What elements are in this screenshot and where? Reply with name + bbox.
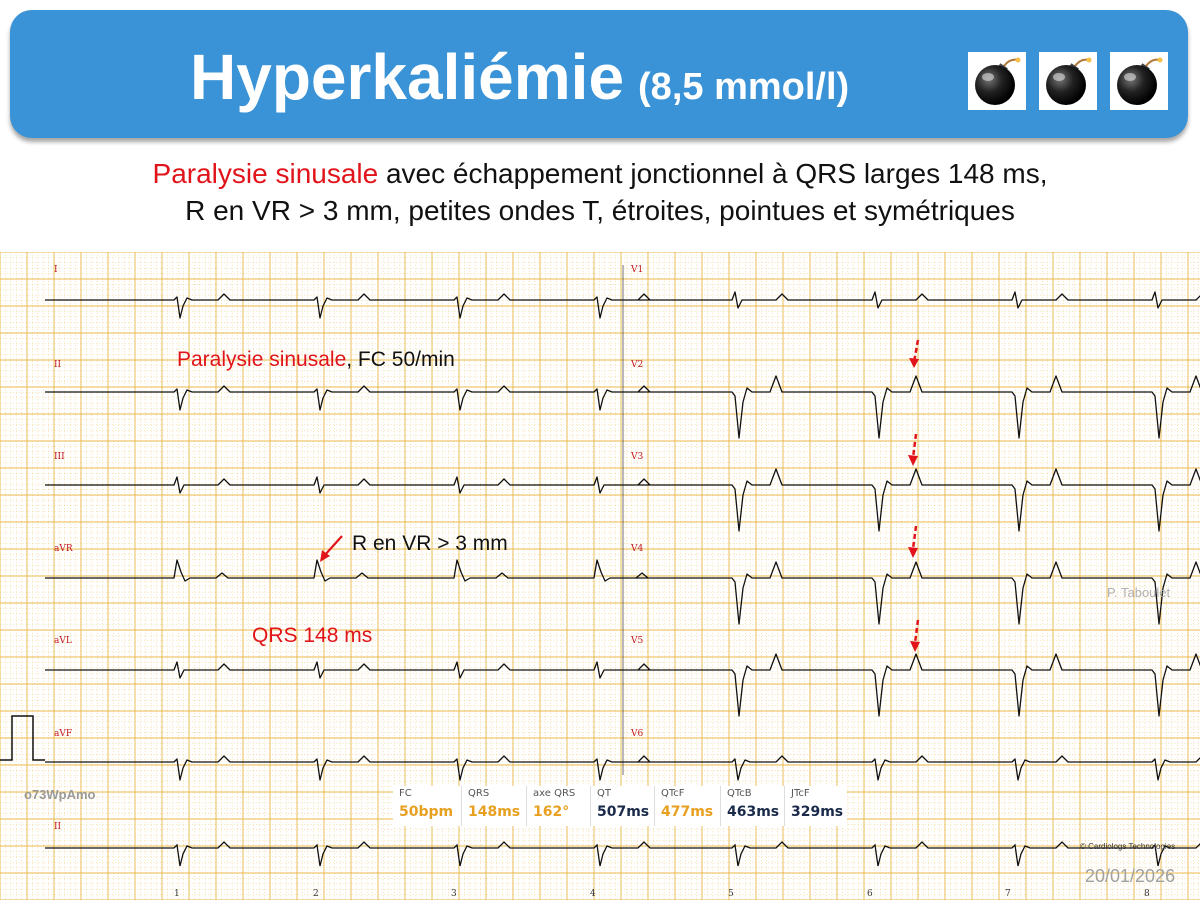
rhythm-lead-label: II [54,822,62,832]
measurement-item [461,786,527,826]
lead-label: II [54,360,62,370]
page-title [190,40,849,114]
measurement-value: 50bpm [399,804,454,820]
measurement-item [654,786,721,826]
annotation-sinus-highlight: Paralysie sinusale [177,348,347,371]
arrow-v4 [913,526,916,549]
time-marker: 8 [1144,889,1150,899]
arrow-v3 [913,434,916,458]
measurement-item [720,786,785,826]
bomb-icon [1039,52,1097,110]
time-marker: 5 [728,889,734,899]
lead-label: aVF [54,729,73,739]
date-stamp: 20/01/2026 [1085,866,1176,886]
ecg-trace-row [45,292,1200,318]
arrow-v2-head [909,358,919,368]
measurement-label: FC [399,788,412,799]
measurement-label: QRS [468,788,490,799]
time-marker: 3 [451,889,457,899]
description-line-2: R en VR > 3 mm, petites ondes T, étroites, pointues et symétriques [185,195,1015,226]
annotation-qrs: QRS 148 ms [252,624,373,647]
bomb-icon [968,52,1026,110]
description-highlight: Paralysie sinusale [152,158,379,189]
lead-label: III [54,452,65,462]
arrow-v3-head [908,455,918,466]
arrow-v4-head [908,547,918,558]
lead-label: aVR [54,544,73,554]
lead-label: V3 [631,452,644,462]
annotation-vr: R en VR > 3 mm [352,532,508,555]
measurement-value: 477ms [661,804,714,820]
time-marker: 7 [1005,889,1011,899]
measurement-value: 463ms [727,804,780,820]
description-line-1 [0,158,1200,190]
lead-label: V6 [631,729,644,739]
arrow-vr [324,536,342,556]
measurement-item [393,786,461,826]
title-main: Hyperkaliémie [190,41,625,113]
lead-label: V2 [631,360,644,370]
measurement-label: JTcF [791,788,810,799]
measurement-label: QT [597,788,611,799]
lead-label: aVL [54,636,72,646]
copyright-notice: © Cardiologs Technologies [1080,842,1176,851]
annotation-sinus-rest: , FC 50/min [346,348,455,371]
measurement-item [784,786,847,826]
annotation-sinus [177,348,455,372]
time-marker: 2 [313,889,319,899]
lead-label: V5 [631,636,644,646]
ecg-trace-row [45,376,1200,438]
arrow-v5-head [910,641,920,652]
measurement-label: QTcB [727,788,752,799]
measurement-value: 162° [533,804,570,820]
time-marker: 1 [174,889,180,899]
watermark-id: o73WpAmo [24,787,96,802]
author-credit: P. Taboulet [1107,585,1171,600]
title-subtitle: (8,5 mmol/l) [638,66,850,108]
lead-label: V1 [631,265,644,275]
measurement-value: 507ms [597,804,650,820]
time-marker: 4 [590,889,596,899]
measurement-label: QTcF [661,788,685,799]
measurement-item [526,786,591,826]
lead-label: I [54,265,58,275]
lead-label: V4 [631,544,644,554]
description-rest: avec échappement jonctionnel à QRS larges 148 ms, [378,158,1048,189]
measurement-value: 329ms [791,804,844,820]
ecg-trace-row [45,654,1200,716]
time-marker: 6 [867,889,873,899]
measurement-value: 148ms [468,804,521,820]
bomb-icon [1110,52,1168,110]
measurement-item [590,786,655,826]
measurement-label: axe QRS [533,788,576,799]
